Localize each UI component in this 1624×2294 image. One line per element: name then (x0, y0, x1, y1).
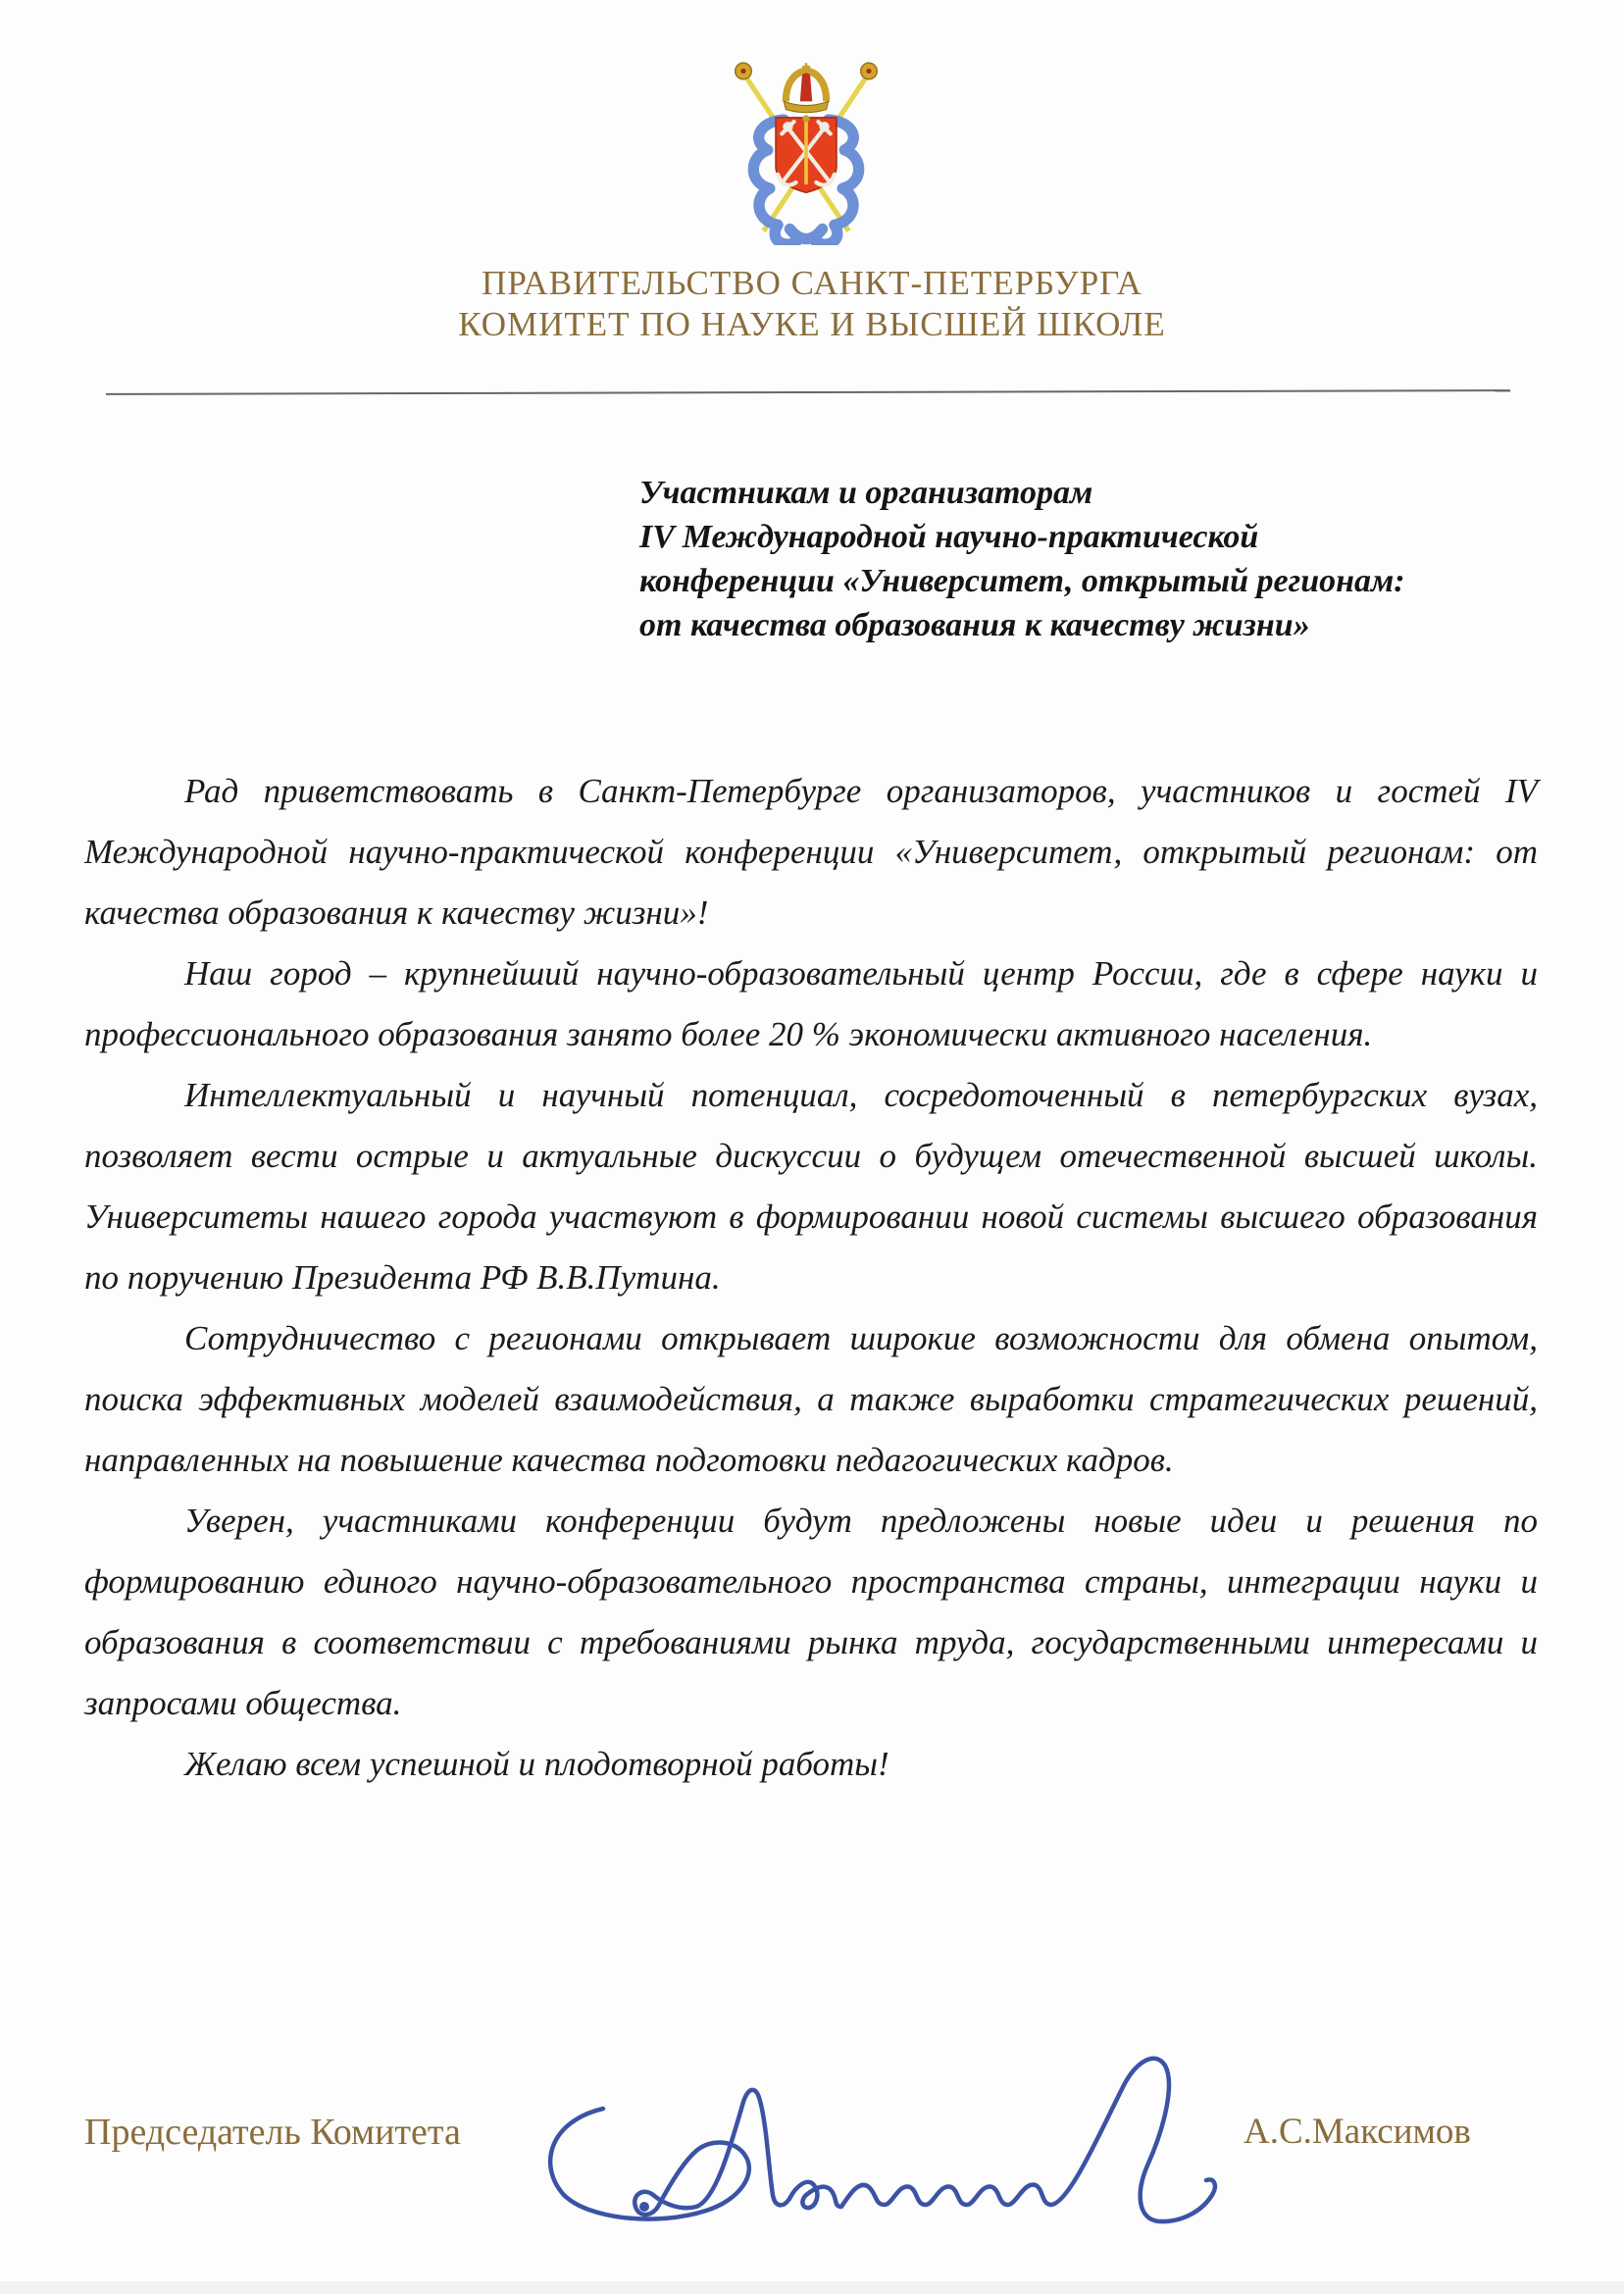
coat-of-arms-icon (726, 57, 887, 245)
addressee-line: IV Международной научно-практической (639, 519, 1259, 555)
body-paragraph: Желаю всем успешной и плодотворной работы! (184, 1745, 889, 1783)
addressee-block (639, 471, 1551, 647)
body-paragraph: Рад приветствовать в Санкт-Петербурге организаторов, участников и гостей IV Международной научно-практической конференции «Университет, открытый регионам: от качества образования к качеству жизни»! (84, 772, 1538, 932)
crown-icon (784, 63, 828, 113)
body-paragraph: Уверен, участниками конференции будут предложены новые идеи и решения по формированию единого научно-образовательного пространства страны, интеграции науки и образования в соответствии с требованиями рынка труда, государственными интересами и запросами общества. (84, 1502, 1538, 1722)
signatory-name: А.С.Максимов (1243, 2112, 1471, 2152)
org-name-line2: КОМИТЕТ ПО НАУКЕ И ВЫСШЕЙ ШКОЛЕ (458, 305, 1166, 343)
org-name-line1: ПРАВИТЕЛЬСТВО САНКТ-ПЕТЕРБУРГА (482, 264, 1142, 302)
org-header (0, 263, 1624, 345)
letter-body (84, 761, 1538, 1795)
body-paragraph: Интеллектуальный и научный потенциал, сосредоточенный в петербургских вузах, позволяет вести острые и актуальные дискуссии о будущем отечественной высшей школы. Университеты нашего города участвуют в формировании новой системы высшего образования по поручению Президента РФ В.В.Путина. (84, 1076, 1538, 1297)
header-divider (106, 389, 1510, 395)
signatory-title: Председатель Комитета (84, 2112, 461, 2153)
body-paragraph: Наш город – крупнейший научно-образовательный центр России, где в сфере науки и профессионального образования занято более 20 % экономически активного населения. (84, 954, 1538, 1053)
addressee-line: конференции «Университет, открытый регионам: (639, 563, 1405, 599)
body-paragraph: Сотрудничество с регионами открывает широкие возможности для обмена опытом, поиска эффективных моделей взаимодействия, а также выработки стратегических решений, направленных на повышение качества подготовки педагогических кадров. (84, 1319, 1538, 1479)
addressee-line: Участникам и организаторам (639, 475, 1093, 511)
handwritten-signature (510, 2018, 1314, 2246)
scan-edge (0, 2281, 1624, 2294)
addressee-line: от качества образования к качеству жизни» (639, 607, 1310, 643)
ink-blob (639, 2202, 649, 2212)
